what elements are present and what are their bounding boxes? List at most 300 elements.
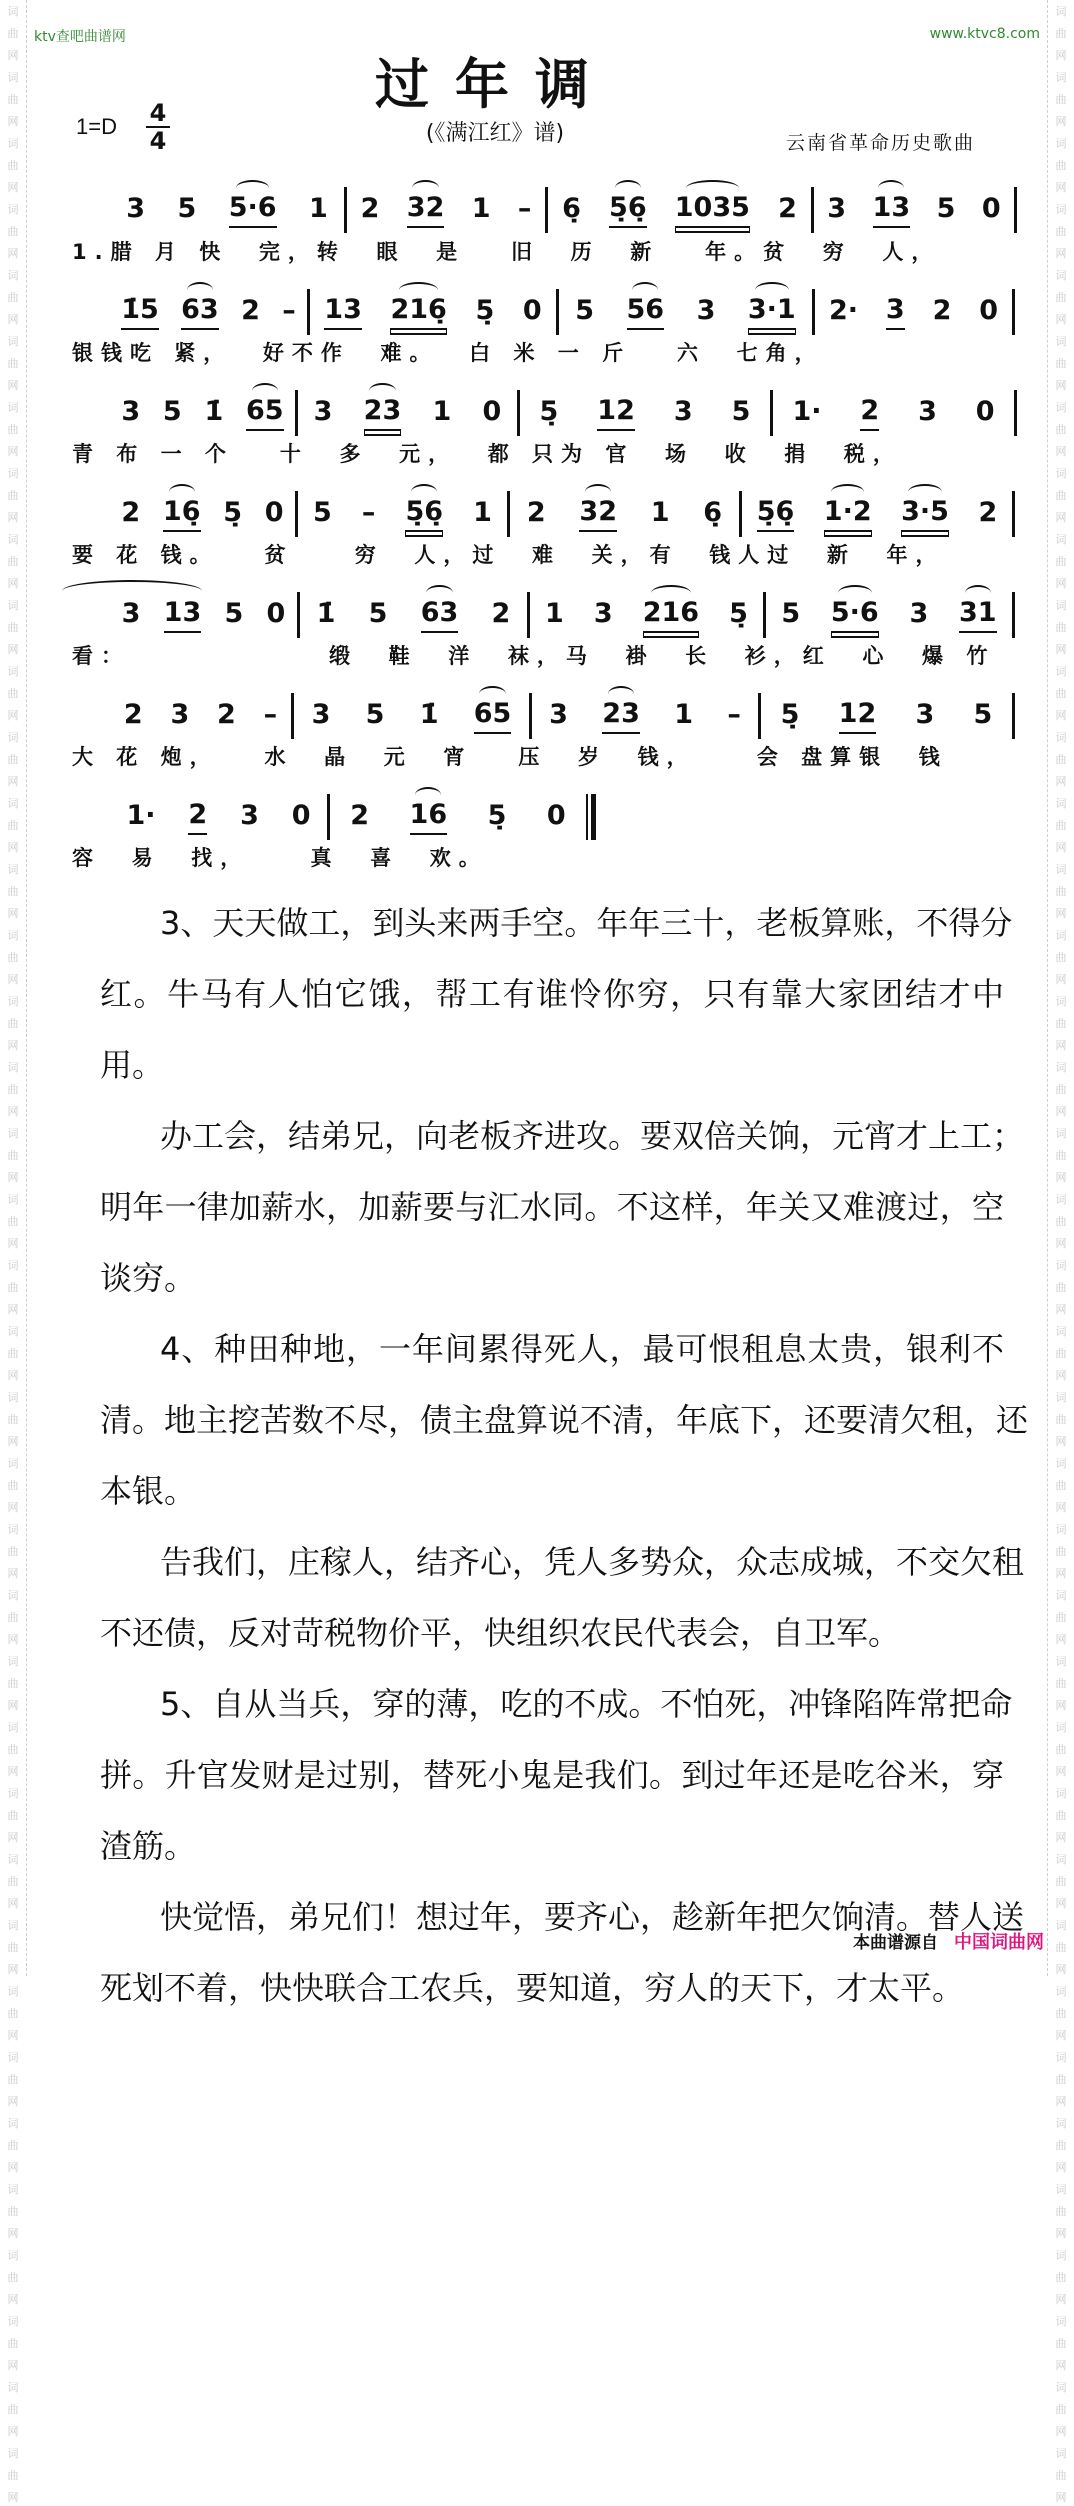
watermark-char: 曲 [1055,753,1067,766]
watermark-char: 词 [1055,1127,1067,1140]
note: 32 [579,496,617,532]
watermark-char: 词 [1055,203,1067,216]
watermark-char: 词 [7,71,19,84]
watermark-char: 曲 [1055,1413,1067,1426]
watermark-char: 词 [7,1787,19,1800]
note: 1̇ [419,699,439,730]
measure [310,288,556,336]
watermark-char: 词 [7,269,19,282]
watermark-char: 网 [7,643,19,656]
note: 5̣ [780,699,800,730]
prose-line: 不还债，反对苛税物价平，快组织农民代表会，自卫军。 [100,1614,901,1652]
note: 12 [597,395,635,431]
note: 2 [123,699,143,730]
prose-line: 用。 [100,1046,165,1084]
watermark-char: 词 [7,995,19,1008]
watermark-char: 词 [1055,1391,1067,1404]
watermark-char: 曲 [7,885,19,898]
watermark-char: 词 [1055,665,1067,678]
watermark-char: 曲 [1055,1743,1067,1756]
note: 5̣6̣ [757,496,795,532]
time-signature-top: 4 [146,100,170,128]
watermark-char: 网 [7,1699,19,1712]
note: 1 [545,598,564,629]
watermark-char: 网 [1055,2293,1067,2306]
lyric-line: 要 花 钱。 贫 穷 人，过 难 关，有 钱人过 新 年， [72,543,945,567]
measure [815,288,1012,336]
note: 5·6 [831,597,879,633]
note: 1 [308,193,328,224]
note: 5̣ [487,800,507,831]
note: 5 [781,598,801,629]
watermark-char: 词 [7,1325,19,1338]
note: 16 [410,799,448,835]
watermark-char: 词 [7,599,19,612]
watermark-char: 曲 [7,1677,19,1690]
lyric-line: 看： 缎 鞋 洋 袜，马 褂 长 衫，红 心 爆 竹 [72,644,996,668]
measure [510,490,739,538]
watermark-char: 网 [1055,313,1067,326]
prose-line: 5、自从当兵，穿的薄，吃的不成。不怕死，冲锋陷阵常把命 [160,1685,1013,1723]
note: 5̣ [223,497,243,528]
lyric-line: 银钱吃 紧， 好不作 难。 白 米 一 斤 六 七角， [72,341,824,365]
watermark-char: 词 [1055,2315,1067,2328]
watermark-char: 词 [1055,599,1067,612]
watermark-char: 网 [7,1765,19,1778]
watermark-char: 网 [7,247,19,260]
note: 3 [313,396,333,427]
watermark-char: 词 [7,1127,19,1140]
watermark-char: 网 [7,1831,19,1844]
note: 2 [932,295,952,326]
note: 0 [522,295,542,326]
watermark-char: 网 [1055,907,1067,920]
watermark-char: 曲 [7,2271,19,2284]
watermark-char: 曲 [1055,1017,1067,1030]
note: 0 [482,396,502,427]
score-row [110,389,1017,437]
watermark-char: 网 [7,709,19,722]
measure [298,490,507,538]
watermark-char: 词 [7,1259,19,1272]
time-signature-bottom: 4 [149,127,167,155]
watermark-char: 网 [1055,181,1067,194]
measure [532,692,758,740]
watermark-char: 网 [7,313,19,326]
prose-line: 拼。升官发财是过别，替死小鬼是我们。到过年还是吃谷米，穿 [100,1756,1004,1794]
watermark-char: 词 [7,1523,19,1536]
note: 1·2 [824,496,872,532]
watermark-char: 词 [1055,2447,1067,2460]
score-row [110,288,1015,336]
prose-line: 本银。 [100,1472,197,1510]
note: 32 [407,192,445,228]
note: 5 [224,598,244,629]
watermark-char: 词 [7,467,19,480]
prose-line: 办工会，结弟兄，向老板齐进攻。要双倍关饷，元宵才上工； [160,1117,1025,1155]
watermark-char: 曲 [1055,27,1067,40]
note: 2 [217,699,236,730]
measure [110,793,327,841]
watermark-char: 网 [1055,1963,1067,1976]
watermark-char: 曲 [7,27,19,40]
watermark-char: 曲 [1055,1149,1067,1162]
note: 5·6 [229,192,277,228]
watermark-char: 曲 [7,1347,19,1360]
watermark-char: 曲 [7,951,19,964]
watermark-char: 网 [1055,2095,1067,2108]
note: 0 [979,295,999,326]
watermark-char: 词 [1055,929,1067,942]
watermark-char: 网 [1055,709,1067,722]
measure [300,591,527,639]
watermark-right [1047,0,1074,2504]
note: 13 [164,597,202,633]
note: 3 [122,598,141,632]
watermark-char: 网 [7,2425,19,2438]
watermark-char: 词 [1055,1853,1067,1866]
watermark-char: 曲 [7,1545,19,1558]
note: – [361,497,376,528]
watermark-char: 网 [7,841,19,854]
note: 2 [778,193,797,224]
note: 3 [909,598,929,629]
watermark-char: 网 [7,2029,19,2042]
note: 216 [643,597,699,633]
watermark-char: 网 [1055,1105,1067,1118]
note: 5 [936,193,956,224]
note: 1 [471,193,491,224]
watermark-char: 词 [1055,269,1067,282]
watermark-char: 网 [1055,1699,1067,1712]
score-row [110,490,1015,538]
note: 5 [313,497,332,528]
measure [548,186,811,234]
watermark-char: 网 [1055,1633,1067,1646]
watermark-char: 网 [1055,115,1067,128]
note: 2 [978,497,998,528]
watermark-char: 曲 [1055,1215,1067,1228]
note: 5 [368,598,388,629]
watermark-char: 词 [1055,995,1067,1008]
watermark-char: 曲 [7,2073,19,2086]
note: 3 [126,193,146,224]
watermark-char: 词 [1055,2117,1067,2130]
watermark-char: 网 [1055,1237,1067,1250]
watermark-char: 网 [1055,1765,1067,1778]
barline [1012,693,1015,739]
watermark-char: 曲 [1055,93,1067,106]
watermark-char: 曲 [7,1611,19,1624]
watermark-char: 网 [1055,1039,1067,1052]
note: 3 [593,598,613,629]
watermark-char: 曲 [1055,357,1067,370]
note: – [517,193,532,224]
note: 3 [311,699,331,730]
score-row [110,793,596,841]
note: 1· [126,800,156,831]
note: 0 [266,598,286,629]
note: 5 [177,193,197,224]
watermark-char: 网 [7,181,19,194]
measure [742,490,1012,538]
watermark-char: 词 [7,863,19,876]
watermark-char: 词 [7,2315,19,2328]
watermark-char: 词 [1055,1325,1067,1338]
watermark-char: 曲 [1055,2271,1067,2284]
note: 5 [365,699,385,730]
watermark-char: 曲 [7,1017,19,1030]
note: 1̇ [204,396,224,427]
watermark-char: 曲 [1055,555,1067,568]
watermark-char: 词 [7,665,19,678]
watermark-char: 词 [1055,2381,1067,2394]
watermark-char: 网 [7,511,19,524]
note: 3·1 [748,294,796,330]
watermark-char: 曲 [7,555,19,568]
watermark-char: 词 [1055,1985,1067,1998]
lyric-line: 1.腊 月 快 完，转 眼 是 旧 历 新 年。贫 穷 人， [72,240,941,264]
watermark-char: 曲 [7,225,19,238]
watermark-char: 网 [7,115,19,128]
note: 1̇5 [121,294,159,330]
note: 2 [350,800,370,831]
watermark-char: 曲 [1055,225,1067,238]
watermark-char: 网 [1055,2491,1067,2504]
watermark-char: 网 [7,2161,19,2174]
watermark-char: 词 [7,401,19,414]
note: 1· [792,396,822,427]
watermark-char: 曲 [1055,2403,1067,2416]
watermark-char: 词 [7,2117,19,2130]
watermark-char: 词 [7,2381,19,2394]
watermark-char: 网 [7,1435,19,1448]
watermark-char: 网 [7,2293,19,2306]
note: 1 [650,497,670,528]
watermark-char: 曲 [7,2139,19,2152]
watermark-char: 曲 [7,1083,19,1096]
note: 2 [188,799,207,835]
watermark-char: 曲 [1055,1611,1067,1624]
note: – [263,699,278,730]
watermark-char: 词 [1055,1655,1067,1668]
prose-line: 红。牛马有人怕它饿，帮工有谁怜你穷，只有靠大家团结才中 [100,975,1004,1013]
watermark-char: 词 [7,533,19,546]
watermark-char: 曲 [7,1149,19,1162]
watermark-char: 曲 [7,489,19,502]
watermark-char: 网 [1055,2227,1067,2240]
watermark-char: 曲 [7,357,19,370]
note: 1 [674,699,693,730]
note: 3 [170,699,190,730]
watermark-char: 曲 [1055,819,1067,832]
watermark-char: 曲 [7,423,19,436]
prose-line: 清。地主挖苦数不尽，债主盘算说不清，年底下，还要清欠租，还 [100,1401,1029,1439]
measure [761,692,1012,740]
note: 65 [474,698,512,734]
watermark-char: 网 [7,49,19,62]
watermark-char: 词 [7,2051,19,2064]
watermark-char: 曲 [1055,951,1067,964]
watermark-char: 词 [7,2183,19,2196]
note: 6̣ [562,193,581,224]
barline [1014,187,1017,233]
watermark-char: 网 [1055,1897,1067,1910]
watermark-char: 曲 [1055,1809,1067,1822]
watermark-char: 曲 [7,687,19,700]
note: 5̣ [475,295,495,326]
lyric-line: 大 花 炮， 水 晶 元 宵 压 岁 钱， 会 盘算银 钱 [72,745,948,769]
watermark-char: 词 [7,1985,19,1998]
watermark-char: 词 [1055,467,1067,480]
watermark-char: 网 [7,379,19,392]
watermark-char: 词 [7,1589,19,1602]
watermark-char: 词 [1055,731,1067,744]
watermark-char: 词 [1055,137,1067,150]
note: 5 [731,396,751,427]
note: 5 [162,396,182,427]
source-footer [853,1928,1044,1954]
note: 216̣ [390,294,446,330]
note: 23 [364,395,402,431]
watermark-char: 曲 [1055,885,1067,898]
note: 2 [860,395,879,431]
watermark-char: 曲 [7,93,19,106]
watermark-char: 词 [1055,1193,1067,1206]
measure [530,591,763,639]
watermark-char: 网 [7,973,19,986]
measure [110,186,344,234]
measure [110,288,307,336]
note: 3·5 [901,496,949,532]
watermark-char: 词 [1055,1721,1067,1734]
watermark-char: 词 [1055,1787,1067,1800]
watermark-char: 曲 [1055,2205,1067,2218]
site-url-right: www.ktvc8.com [929,26,1040,42]
watermark-char: 网 [1055,577,1067,590]
lyric-line: 容 易 找， 真 喜 欢。 [72,846,488,870]
watermark-char: 词 [1055,5,1067,18]
song-credit: 云南省革命历史歌曲 [786,132,976,154]
measure [773,389,1014,437]
note: 2· [828,295,858,326]
watermark-char: 词 [7,731,19,744]
prose-line: 明年一律加薪水，加薪要与汇水同。不这样，年关又难渡过，空 [100,1188,1004,1226]
note: – [282,295,296,326]
prose-line: 3、天天做工，到头来两手空。年年三十，老板算账，不得分 [160,904,1013,942]
watermark-char: 网 [7,1237,19,1250]
score-row [110,692,1015,740]
prose-line: 告我们，庄稼人，结齐心，凭人多势众，众志成城，不交欠租 [160,1543,1025,1581]
watermark-char: 词 [7,1457,19,1470]
watermark-char: 曲 [1055,291,1067,304]
watermark-char: 网 [7,1303,19,1316]
note: 63 [181,294,219,330]
prose-line: 4、种田种地，一年间累得死人，最可恨租息太贵，银利不 [160,1330,1004,1368]
watermark-char: 词 [1055,2183,1067,2196]
lyric-line: 青 布 一 个 十 多 元， 都 只为 官 场 收 捐 税， [72,442,902,466]
watermark-char: 曲 [7,1875,19,1888]
watermark-char: 曲 [7,159,19,172]
note: 1035 [675,192,750,228]
watermark-left [0,0,27,2504]
watermark-char: 网 [1055,2029,1067,2042]
watermark-char: 网 [1055,1831,1067,1844]
watermark-char: 曲 [7,819,19,832]
watermark-char: 网 [1055,2161,1067,2174]
watermark-char: 网 [1055,973,1067,986]
note: 3 [915,699,935,730]
note: 31 [959,597,997,633]
watermark-char: 词 [7,1061,19,1074]
note: 1 [473,497,492,528]
note: 2 [491,598,511,629]
watermark-char: 词 [1055,533,1067,546]
watermark-char: 网 [1055,1435,1067,1448]
watermark-char: 网 [7,1039,19,1052]
watermark-char: 网 [1055,2425,1067,2438]
source-brand: 中国词曲网 [954,1932,1044,1953]
prose-line: 死划不着，快快联合工农兵，要知道，穷人的天下，才太平。 [100,1969,965,2007]
note: 3 [673,396,693,427]
watermark-char: 网 [7,1369,19,1382]
watermark-char: 曲 [7,1941,19,1954]
watermark-char: 曲 [1055,1347,1067,1360]
note: 13 [873,192,911,228]
watermark-char: 曲 [7,1743,19,1756]
measure [294,692,529,740]
note: 5 [575,295,595,326]
watermark-char: 网 [7,1567,19,1580]
measure [766,591,1012,639]
watermark-char: 词 [7,1655,19,1668]
note: 3 [827,193,847,224]
watermark-char: 词 [7,797,19,810]
watermark-char: 网 [7,2227,19,2240]
measure [110,389,295,437]
note: 5̣ [539,396,559,427]
watermark-char: 网 [1055,511,1067,524]
measure [110,692,291,740]
watermark-char: 网 [1055,775,1067,788]
note: 6̣ [703,497,723,528]
source-label: 本曲谱源自 [853,1933,938,1953]
watermark-char: 网 [7,1897,19,1910]
watermark-char: 网 [1055,1501,1067,1514]
watermark-char: 曲 [1055,2337,1067,2350]
note: 0 [291,800,311,831]
watermark-char: 网 [7,577,19,590]
watermark-char: 词 [1055,797,1067,810]
watermark-char: 曲 [1055,2073,1067,2086]
watermark-char: 词 [7,1919,19,1932]
watermark-char: 网 [7,1501,19,1514]
watermark-char: 网 [7,2491,19,2504]
watermark-char: 词 [7,1391,19,1404]
site-name-left: ktv查吧曲谱网 [34,29,126,45]
watermark-char: 网 [1055,1567,1067,1580]
watermark-char: 词 [7,2249,19,2262]
score-row [110,186,1017,234]
watermark-char: 曲 [1055,1677,1067,1690]
watermark-char: 曲 [7,1479,19,1492]
note: 1̇ [316,598,336,629]
watermark-char: 曲 [1055,687,1067,700]
watermark-char: 曲 [1055,621,1067,634]
watermark-char: 曲 [1055,2007,1067,2020]
watermark-char: 网 [1055,643,1067,656]
note: 1 [432,396,452,427]
